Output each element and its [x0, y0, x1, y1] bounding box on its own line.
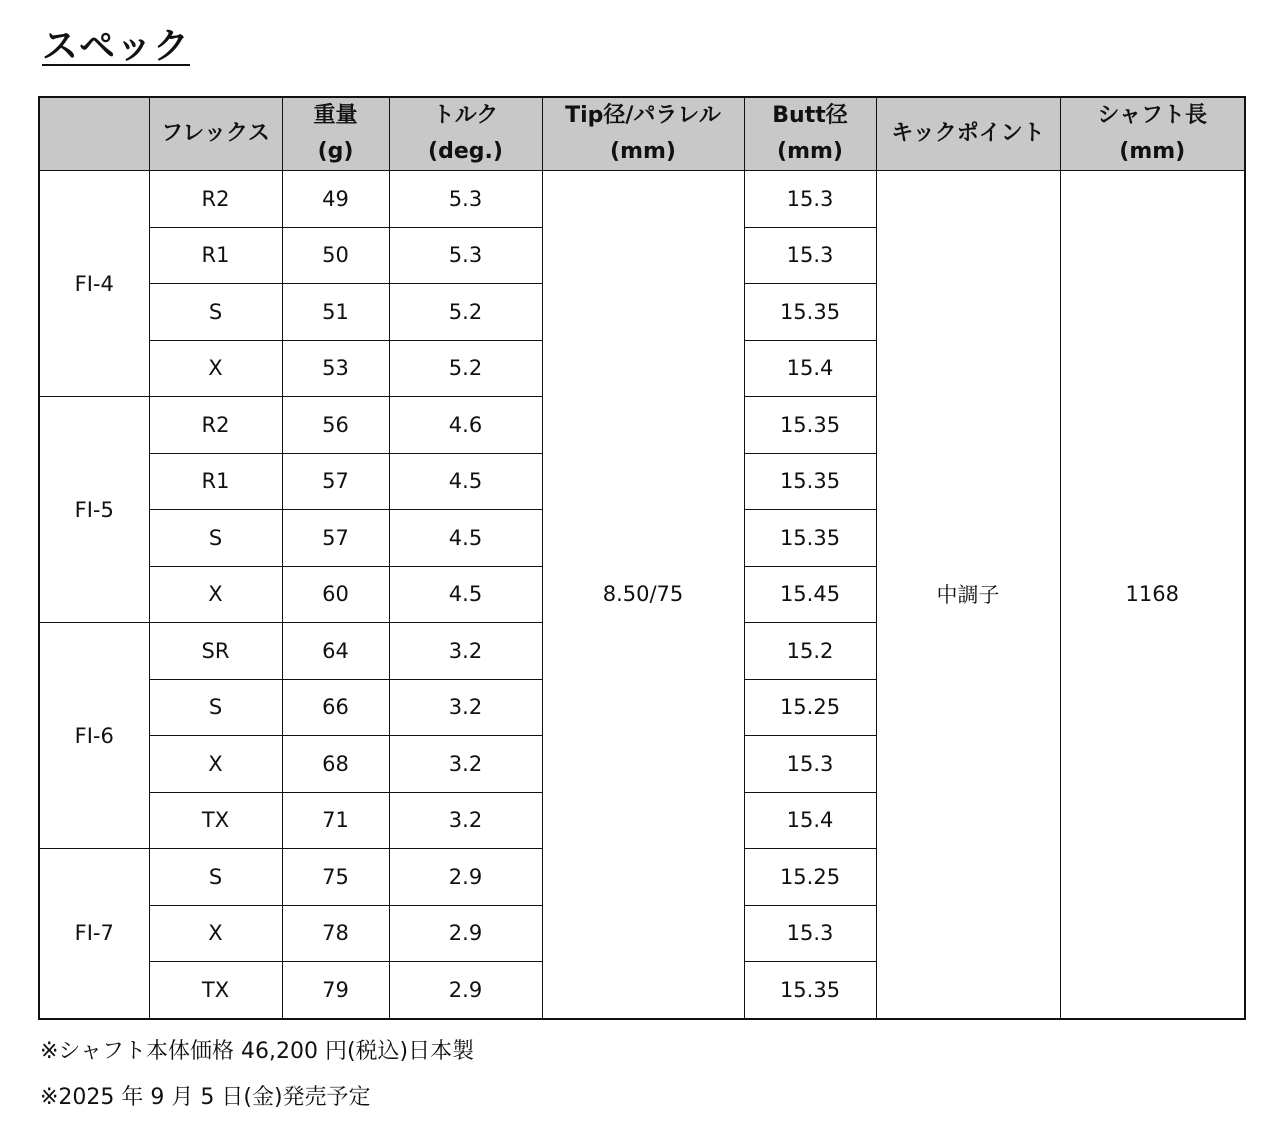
header-weight: 重量 (g) [282, 97, 389, 171]
torque-cell: 2.9 [389, 962, 542, 1019]
torque-cell: 2.9 [389, 849, 542, 906]
weight-cell: 71 [282, 792, 389, 849]
flex-cell: S [149, 284, 282, 341]
model-cell: FI-6 [39, 623, 149, 849]
butt-cell: 15.2 [744, 623, 876, 680]
model-cell: FI-7 [39, 849, 149, 1019]
tip-parallel-cell: 8.50/75 [542, 171, 744, 1019]
model-cell: FI-5 [39, 397, 149, 623]
butt-cell: 15.3 [744, 905, 876, 962]
torque-cell: 3.2 [389, 679, 542, 736]
weight-cell: 49 [282, 171, 389, 228]
header-model [39, 97, 149, 171]
flex-cell: R1 [149, 453, 282, 510]
flex-cell: X [149, 736, 282, 793]
flex-cell: X [149, 340, 282, 397]
butt-cell: 15.35 [744, 453, 876, 510]
flex-cell: R2 [149, 171, 282, 228]
butt-cell: 15.45 [744, 566, 876, 623]
flex-cell: TX [149, 792, 282, 849]
weight-cell: 79 [282, 962, 389, 1019]
torque-cell: 5.3 [389, 171, 542, 228]
butt-cell: 15.25 [744, 849, 876, 906]
page-title: スペック [42, 26, 191, 67]
torque-cell: 4.5 [389, 453, 542, 510]
header-kick-point: キックポイント [876, 97, 1060, 171]
butt-cell: 15.35 [744, 397, 876, 454]
weight-cell: 53 [282, 340, 389, 397]
butt-cell: 15.4 [744, 340, 876, 397]
weight-cell: 57 [282, 453, 389, 510]
model-cell: FI-4 [39, 171, 149, 397]
flex-cell: X [149, 566, 282, 623]
spec-table [38, 96, 1246, 1020]
header-shaft-length: シャフト長 (mm) [1060, 97, 1245, 171]
butt-cell: 15.3 [744, 227, 876, 284]
torque-cell: 4.6 [389, 397, 542, 454]
weight-cell: 78 [282, 905, 389, 962]
flex-cell: S [149, 510, 282, 567]
footnotes [40, 1038, 474, 1130]
flex-cell: SR [149, 623, 282, 680]
butt-cell: 15.25 [744, 679, 876, 736]
flex-cell: S [149, 679, 282, 736]
release-note: ※2025 年 9 月 5 日(金)発売予定 [40, 1085, 371, 1110]
weight-cell: 64 [282, 623, 389, 680]
flex-cell: R2 [149, 397, 282, 454]
header-tip-parallel: Tip径/パラレル (mm) [542, 97, 744, 171]
butt-cell: 15.3 [744, 171, 876, 228]
flex-cell: R1 [149, 227, 282, 284]
shaft-length-cell: 1168 [1060, 171, 1245, 1019]
price-note: ※シャフト本体価格 46,200 円(税込)日本製 [40, 1039, 475, 1064]
flex-cell: X [149, 905, 282, 962]
weight-cell: 75 [282, 849, 389, 906]
weight-cell: 57 [282, 510, 389, 567]
kick-point-cell: 中調子 [876, 171, 1060, 1019]
torque-cell: 3.2 [389, 623, 542, 680]
torque-cell: 2.9 [389, 905, 542, 962]
weight-cell: 51 [282, 284, 389, 341]
header-butt: Butt径 (mm) [744, 97, 876, 171]
butt-cell: 15.35 [744, 510, 876, 567]
torque-cell: 5.3 [389, 227, 542, 284]
torque-cell: 3.2 [389, 792, 542, 849]
flex-cell: TX [149, 962, 282, 1019]
torque-cell: 4.5 [389, 510, 542, 567]
weight-cell: 50 [282, 227, 389, 284]
torque-cell: 5.2 [389, 284, 542, 341]
torque-cell: 3.2 [389, 736, 542, 793]
flex-cell: S [149, 849, 282, 906]
torque-cell: 4.5 [389, 566, 542, 623]
butt-cell: 15.3 [744, 736, 876, 793]
table-row [39, 171, 1245, 228]
butt-cell: 15.4 [744, 792, 876, 849]
header-flex: フレックス [149, 97, 282, 171]
butt-cell: 15.35 [744, 284, 876, 341]
table-header-row [39, 97, 1245, 171]
torque-cell: 5.2 [389, 340, 542, 397]
weight-cell: 68 [282, 736, 389, 793]
weight-cell: 66 [282, 679, 389, 736]
weight-cell: 56 [282, 397, 389, 454]
weight-cell: 60 [282, 566, 389, 623]
header-torque: トルク (deg.) [389, 97, 542, 171]
butt-cell: 15.35 [744, 962, 876, 1019]
